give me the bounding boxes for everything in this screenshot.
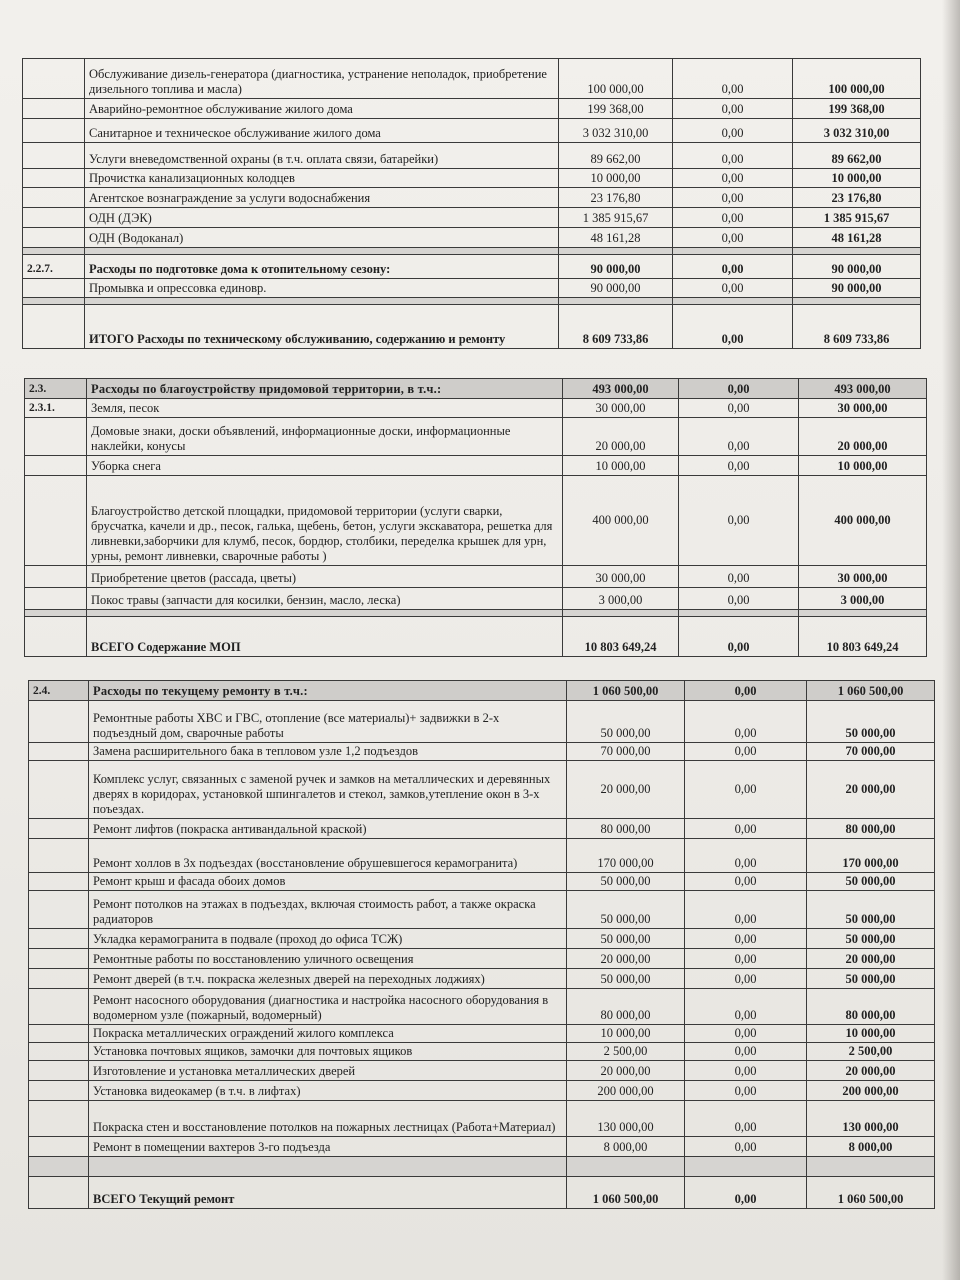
item-name: Установка почтовых ящиков, замочки для почтовых ящиков	[89, 1043, 567, 1061]
mid-value: 0,00	[679, 379, 799, 399]
table-row	[23, 143, 921, 169]
total-value: 89 662,00	[793, 143, 921, 169]
item-name: Ремонт лифтов (покраска антивандальной краской)	[89, 819, 567, 839]
mid-value: 0,00	[685, 1177, 807, 1209]
plan-value: 400 000,00	[563, 476, 679, 566]
table-row	[29, 929, 935, 949]
plan-value: 130 000,00	[567, 1101, 685, 1137]
item-name: Покраска металлических ограждений жилого комплекса	[89, 1025, 567, 1043]
total-value: 100 000,00	[793, 59, 921, 99]
item-name: Комплекс услуг, связанных с заменой ручек и замков на металлических и деревянных дверях в коридорах, установкой шпингалетов и стекол, замков,утепление окон в 3-х поъездах.	[89, 761, 567, 819]
mid-value: 0,00	[685, 1043, 807, 1061]
total-value: 3 000,00	[799, 588, 927, 610]
mid-value: 0,00	[685, 743, 807, 761]
total-value: 1 060 500,00	[807, 1177, 935, 1209]
mid-value: 0,00	[673, 228, 793, 248]
repair-table	[28, 680, 935, 1209]
item-name: Ремонт насосного оборудования (диагностика и настройка насосного оборудования в водомерном узле (пожарный, водомерный)	[89, 989, 567, 1025]
table-row	[25, 476, 927, 566]
total-value: 20 000,00	[807, 949, 935, 969]
table-row	[25, 418, 927, 456]
table-row	[29, 949, 935, 969]
total-value: 130 000,00	[807, 1101, 935, 1137]
total-value: 90 000,00	[793, 255, 921, 279]
plan-value: 10 000,00	[563, 456, 679, 476]
section-title: Расходы по подготовке дома к отопительному сезону:	[85, 255, 559, 279]
plan-value: 23 176,80	[559, 188, 673, 208]
plan-value: 199 368,00	[559, 99, 673, 119]
table-row	[23, 208, 921, 228]
mid-value: 0,00	[673, 305, 793, 349]
plan-value: 170 000,00	[567, 839, 685, 873]
item-name: Ремонтные работы по восстановлению уличного освещения	[89, 949, 567, 969]
mid-value: 0,00	[685, 761, 807, 819]
plan-value: 20 000,00	[567, 949, 685, 969]
table-row	[23, 99, 921, 119]
total-label: ВСЕГО Текущий ремонт	[89, 1177, 567, 1209]
table-row	[29, 743, 935, 761]
mid-value: 0,00	[673, 279, 793, 298]
total-value: 50 000,00	[807, 873, 935, 891]
table-row	[23, 188, 921, 208]
mid-value: 0,00	[679, 399, 799, 418]
table-row	[29, 873, 935, 891]
item-name: ОДН (ДЭК)	[85, 208, 559, 228]
mid-value: 0,00	[685, 929, 807, 949]
table-row	[25, 399, 927, 418]
total-value: 3 032 310,00	[793, 119, 921, 143]
plan-value: 1 060 500,00	[567, 681, 685, 701]
item-name: Прочистка канализационных колодцев	[85, 169, 559, 188]
plan-value: 50 000,00	[567, 891, 685, 929]
mid-value: 0,00	[673, 169, 793, 188]
item-name: Покраска стен и восстановление потолков на пожарных лестницах (Работа+Материал)	[89, 1101, 567, 1137]
total-row	[23, 305, 921, 349]
mid-value: 0,00	[685, 839, 807, 873]
table-row	[23, 119, 921, 143]
total-value: 23 176,80	[793, 188, 921, 208]
item-name: Ремонт в помещении вахтеров 3-го подъезда	[89, 1137, 567, 1157]
item-name: Ремонт холлов в 3х подъездах (восстановление обрушевшегося керамогранита)	[89, 839, 567, 873]
total-value: 50 000,00	[807, 891, 935, 929]
item-name: Ремонт потолков на этажах в подъездах, включая стоимость работ, а также окраска радиаторов	[89, 891, 567, 929]
plan-value: 50 000,00	[567, 701, 685, 743]
plan-value: 30 000,00	[563, 399, 679, 418]
total-value: 2 500,00	[807, 1043, 935, 1061]
total-value: 30 000,00	[799, 566, 927, 588]
plan-value: 20 000,00	[563, 418, 679, 456]
total-value: 8 000,00	[807, 1137, 935, 1157]
mid-value: 0,00	[685, 949, 807, 969]
total-value: 50 000,00	[807, 969, 935, 989]
mid-value: 0,00	[685, 891, 807, 929]
plan-value: 1 060 500,00	[567, 1177, 685, 1209]
plan-value: 20 000,00	[567, 761, 685, 819]
item-name: Установка видеокамер (в т.ч. в лифтах)	[89, 1081, 567, 1101]
mid-value: 0,00	[685, 701, 807, 743]
total-value: 70 000,00	[807, 743, 935, 761]
item-name: Санитарное и техническое обслуживание жилого дома	[85, 119, 559, 143]
plan-value: 80 000,00	[567, 989, 685, 1025]
table-divider	[29, 1157, 935, 1177]
plan-value: 20 000,00	[567, 1061, 685, 1081]
maintenance-table	[22, 58, 921, 349]
total-label: ВСЕГО Содержание МОП	[87, 617, 563, 657]
plan-value: 100 000,00	[559, 59, 673, 99]
mid-value: 0,00	[673, 59, 793, 99]
total-value: 1 385 915,67	[793, 208, 921, 228]
table-row	[29, 1137, 935, 1157]
section-header-row	[29, 681, 935, 701]
table-divider	[23, 248, 921, 255]
plan-value: 493 000,00	[563, 379, 679, 399]
table-row	[29, 1081, 935, 1101]
total-label: ИТОГО Расходы по техническому обслуживанию, содержанию и ремонту	[85, 305, 559, 349]
plan-value: 50 000,00	[567, 873, 685, 891]
plan-value: 1 385 915,67	[559, 208, 673, 228]
total-value: 10 000,00	[799, 456, 927, 476]
table-row	[23, 59, 921, 99]
section-code: 2.2.7.	[23, 255, 85, 279]
mid-value: 0,00	[685, 873, 807, 891]
plan-value: 3 000,00	[563, 588, 679, 610]
mid-value: 0,00	[673, 188, 793, 208]
total-value: 1 060 500,00	[807, 681, 935, 701]
plan-value: 8 609 733,86	[559, 305, 673, 349]
total-value: 48 161,28	[793, 228, 921, 248]
plan-value: 3 032 310,00	[559, 119, 673, 143]
table-row	[29, 819, 935, 839]
plan-value: 80 000,00	[567, 819, 685, 839]
plan-value: 90 000,00	[559, 255, 673, 279]
total-value: 10 803 649,24	[799, 617, 927, 657]
mid-value: 0,00	[673, 143, 793, 169]
item-name: Замена расширительного бака в тепловом узле 1,2 подъездов	[89, 743, 567, 761]
plan-value: 90 000,00	[559, 279, 673, 298]
total-value: 400 000,00	[799, 476, 927, 566]
mid-value: 0,00	[685, 969, 807, 989]
table-row	[25, 456, 927, 476]
section-header-row	[23, 255, 921, 279]
total-value: 8 609 733,86	[793, 305, 921, 349]
total-value: 90 000,00	[793, 279, 921, 298]
item-name: Промывка и опрессовка единовр.	[85, 279, 559, 298]
item-name: Укладка керамогранита в подвале (проход до офиса ТСЖ)	[89, 929, 567, 949]
mid-value: 0,00	[685, 1025, 807, 1043]
mid-value: 0,00	[679, 418, 799, 456]
plan-value: 2 500,00	[567, 1043, 685, 1061]
plan-value: 50 000,00	[567, 969, 685, 989]
mid-value: 0,00	[679, 617, 799, 657]
table-row	[29, 1061, 935, 1081]
total-value: 80 000,00	[807, 989, 935, 1025]
mid-value: 0,00	[679, 476, 799, 566]
table-row	[29, 1101, 935, 1137]
section-title: Расходы по благоустройству придомовой территории, в т.ч.:	[87, 379, 563, 399]
plan-value: 10 000,00	[559, 169, 673, 188]
mid-value: 0,00	[679, 588, 799, 610]
item-name: Изготовление и установка металлических дверей	[89, 1061, 567, 1081]
mid-value: 0,00	[673, 208, 793, 228]
mid-value: 0,00	[673, 119, 793, 143]
plan-value: 10 000,00	[567, 1025, 685, 1043]
item-name: Благоустройство детской площадки, придомовой территории (услуги сварки, брусчатка, качели и др., песок, галька, щебень, бетон, услуги экскаватора, решетка для ливневки,заборчики для клумб, песок, бордюр, столбики, переделка крышек для урн, урны, ремонт ливневки, сварочные работы )	[87, 476, 563, 566]
mid-value: 0,00	[685, 1101, 807, 1137]
total-value: 199 368,00	[793, 99, 921, 119]
table-row	[23, 228, 921, 248]
section-code: 2.4.	[29, 681, 89, 701]
table-row	[29, 891, 935, 929]
plan-value: 70 000,00	[567, 743, 685, 761]
total-value: 20 000,00	[807, 761, 935, 819]
table-row	[29, 1043, 935, 1061]
plan-value: 89 662,00	[559, 143, 673, 169]
mid-value: 0,00	[673, 99, 793, 119]
total-value: 50 000,00	[807, 701, 935, 743]
total-value: 10 000,00	[807, 1025, 935, 1043]
item-name: ОДН (Водоканал)	[85, 228, 559, 248]
plan-value: 8 000,00	[567, 1137, 685, 1157]
item-name: Ремонт крыш и фасада обоих домов	[89, 873, 567, 891]
table-row	[29, 1025, 935, 1043]
section-header-row	[25, 379, 927, 399]
item-name: Услуги вневедомственной охраны (в т.ч. оплата связи, батарейки)	[85, 143, 559, 169]
mid-value: 0,00	[685, 1061, 807, 1081]
item-name: Покос травы (запчасти для косилки, бензин, масло, леска)	[87, 588, 563, 610]
total-row	[29, 1177, 935, 1209]
mid-value: 0,00	[685, 1081, 807, 1101]
item-name: Приобретение цветов (рассада, цветы)	[87, 566, 563, 588]
item-name: Домовые знаки, доски объявлений, информационные доски, информационные наклейки, конусы	[87, 418, 563, 456]
mid-value: 0,00	[685, 819, 807, 839]
mid-value: 0,00	[673, 255, 793, 279]
total-row	[25, 617, 927, 657]
table-row	[25, 588, 927, 610]
item-name: Земля, песок	[87, 399, 563, 418]
item-name: Агентское вознаграждение за услуги водоснабжения	[85, 188, 559, 208]
section-title: Расходы по текущему ремонту в т.ч.:	[89, 681, 567, 701]
plan-value: 10 803 649,24	[563, 617, 679, 657]
total-value: 170 000,00	[807, 839, 935, 873]
table-row	[25, 566, 927, 588]
total-value: 20 000,00	[799, 418, 927, 456]
section-code: 2.3.	[25, 379, 87, 399]
mid-value: 0,00	[685, 1137, 807, 1157]
mid-value: 0,00	[679, 566, 799, 588]
total-value: 493 000,00	[799, 379, 927, 399]
total-value: 10 000,00	[793, 169, 921, 188]
item-name: Аварийно-ремонтное обслуживание жилого дома	[85, 99, 559, 119]
table-row	[29, 989, 935, 1025]
item-name: Ремонтные работы ХВС и ГВС, отопление (все материалы)+ задвижки в 2-х подъездный дом, сварочные работы	[89, 701, 567, 743]
item-name: Ремонт дверей (в т.ч. покраска железных дверей на переходных лоджиях)	[89, 969, 567, 989]
table-divider	[25, 610, 927, 617]
total-value: 20 000,00	[807, 1061, 935, 1081]
mid-value: 0,00	[685, 681, 807, 701]
section-code: 2.3.1.	[25, 399, 87, 418]
table-row	[23, 169, 921, 188]
plan-value: 30 000,00	[563, 566, 679, 588]
plan-value: 200 000,00	[567, 1081, 685, 1101]
plan-value: 48 161,28	[559, 228, 673, 248]
item-name: Уборка снега	[87, 456, 563, 476]
total-value: 80 000,00	[807, 819, 935, 839]
table-divider	[23, 298, 921, 305]
table-row	[29, 701, 935, 743]
table-row	[29, 969, 935, 989]
landscaping-table	[24, 378, 927, 657]
table-row	[23, 279, 921, 298]
total-value: 50 000,00	[807, 929, 935, 949]
total-value: 200 000,00	[807, 1081, 935, 1101]
item-name: Обслуживание дизель-генератора (диагностика, устранение неполадок, приобретение дизельного топлива и масла)	[85, 59, 559, 99]
mid-value: 0,00	[685, 989, 807, 1025]
table-row	[29, 839, 935, 873]
mid-value: 0,00	[679, 456, 799, 476]
total-value: 30 000,00	[799, 399, 927, 418]
plan-value: 50 000,00	[567, 929, 685, 949]
table-row	[29, 761, 935, 819]
code-cell	[23, 59, 85, 99]
